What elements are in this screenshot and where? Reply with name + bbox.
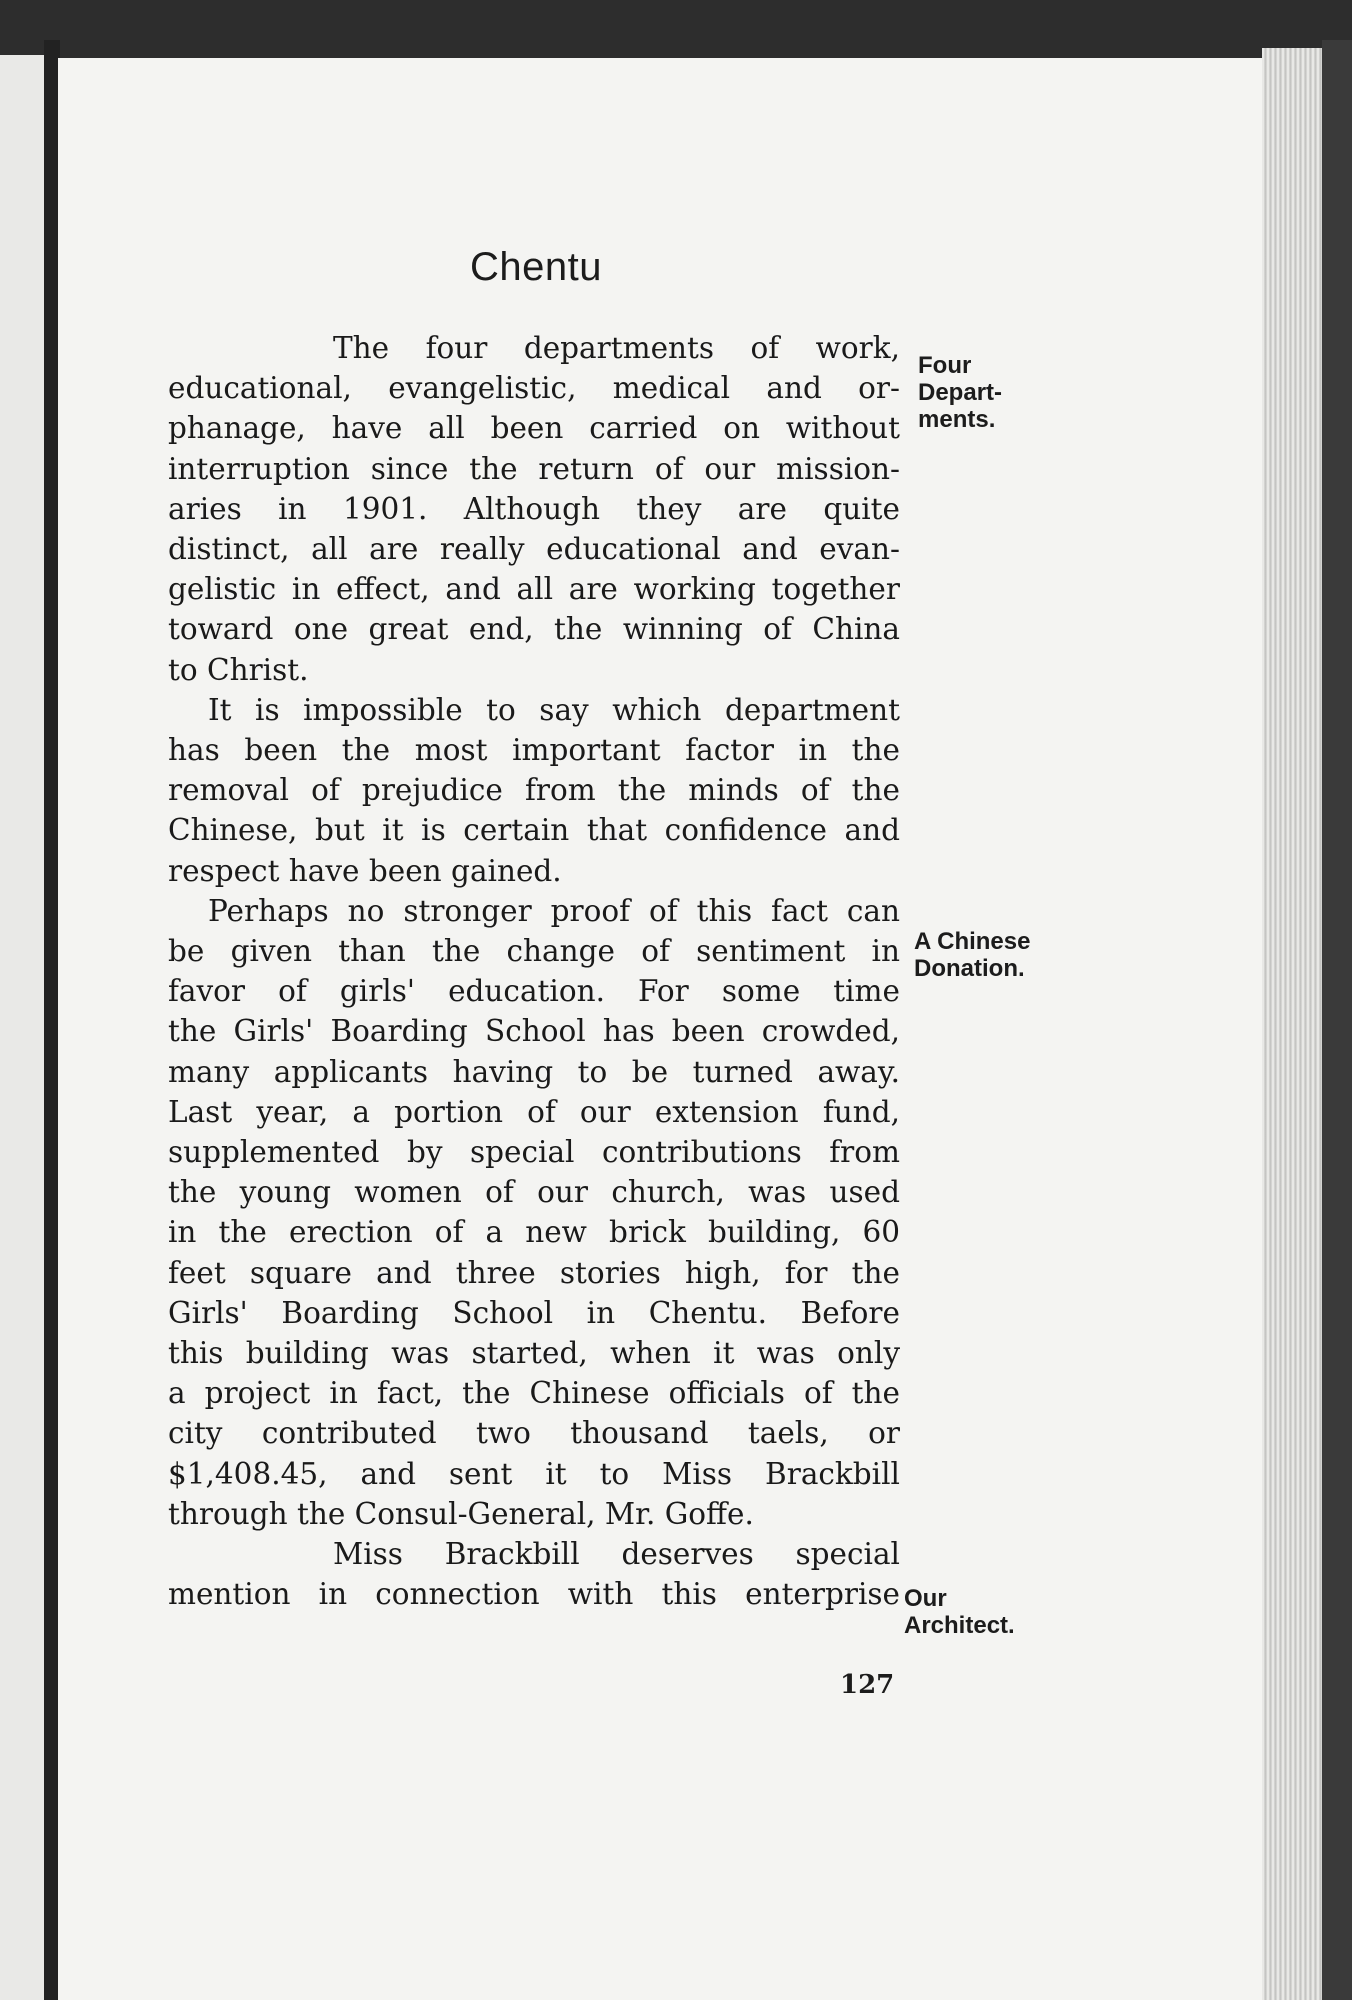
text-line: this building was started, when it was only (168, 1336, 900, 1371)
margin-note-line: Four (918, 352, 972, 379)
paragraph-4 (168, 1534, 900, 1614)
left-page-edge (0, 55, 44, 2000)
margin-note-line: Our (904, 1585, 947, 1612)
text-line: a project in fact, the Chinese officials of the (168, 1376, 900, 1411)
page-number: 127 (840, 1670, 895, 1700)
text-line: Last year, a portion of our extension fund, (168, 1094, 900, 1129)
text-line: educational, evangelistic, medical and or- (168, 371, 900, 406)
text-line: many applicants having to be turned away. (168, 1054, 900, 1089)
margin-note-line: Architect. (904, 1612, 1015, 1639)
page-title: Chentu (470, 245, 602, 289)
text-line: The four departments of work, (333, 331, 900, 365)
text-line: mention in connection with this enterprise (168, 1577, 900, 1612)
text-line: the Girls' Boarding School has been crowded, (168, 1014, 900, 1049)
body-text (168, 328, 900, 1615)
text-line: aries in 1901. Although they are quite (168, 491, 900, 526)
text-line: the young women of our church, was used (168, 1175, 900, 1210)
text-line: gelistic in effect, and all are working together (168, 572, 900, 607)
text-line: in the erection of a new brick building, 60 (168, 1215, 900, 1250)
text-line: distinct, all are really educational and evan- (168, 532, 900, 567)
margin-note-chinese-donation (914, 928, 1030, 982)
paragraph-2 (168, 690, 900, 891)
text-line: be given than the change of sentiment in (168, 934, 900, 969)
text-line: removal of prejudice from the minds of the (168, 773, 900, 808)
text-line: $1,408.45, and sent it to Miss Brackbill (168, 1456, 900, 1491)
text-line: favor of girls' education. For some time (168, 974, 900, 1009)
text-line: phanage, have all been carried on without (168, 411, 900, 446)
text-line: feet square and three stories high, for the (168, 1255, 900, 1290)
text-line: to Christ. (168, 652, 309, 687)
text-line: It is impossible to say which department (208, 692, 900, 727)
text-line: Perhaps no stronger proof of this fact can (208, 893, 900, 928)
margin-note-line: A Chinese (914, 928, 1031, 955)
paragraph-3 (168, 891, 900, 1534)
margin-note-four-departments (918, 352, 1002, 433)
text-line: through the Consul-General, Mr. Goffe. (168, 1496, 754, 1531)
text-line: city contributed two thousand taels, or (168, 1416, 900, 1451)
text-line: supplemented by special contributions from (168, 1135, 900, 1170)
margin-note-line: ments. (918, 406, 996, 433)
text-line: interruption since the return of our mission- (168, 451, 900, 486)
text-line: Miss Brackbill deserves special (333, 1537, 900, 1572)
text-line: Girls' Boarding School in Chentu. Before (168, 1295, 900, 1330)
paragraph-1 (168, 328, 900, 690)
text-line: Chinese, but it is certain that confidence and (168, 813, 900, 848)
book-edge-shadow (1322, 40, 1352, 2000)
page-edges (1262, 48, 1322, 2000)
text-line: respect have been gained. (168, 853, 562, 888)
text-line: toward one great end, the winning of China (168, 612, 900, 647)
text-line: has been the most important factor in the (168, 733, 900, 768)
margin-note-line: Donation. (914, 955, 1025, 982)
margin-note-our-architect (904, 1585, 1015, 1639)
margin-note-line: Depart- (918, 379, 1003, 406)
